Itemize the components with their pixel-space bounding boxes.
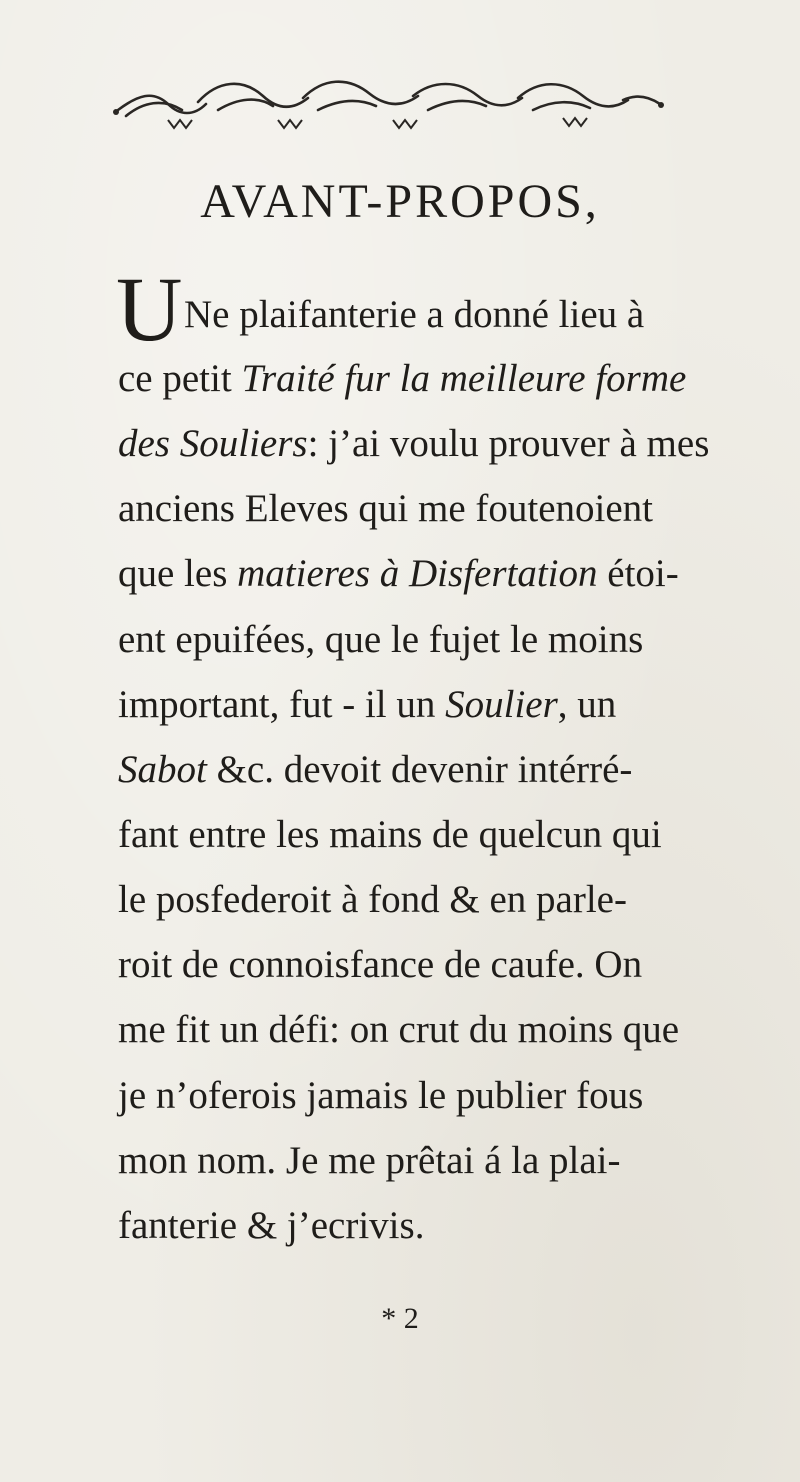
text-run: fanterie & j’ecrivis. — [118, 1204, 425, 1247]
text-line — [118, 740, 632, 800]
text-line — [118, 1066, 643, 1126]
text-run: ent epuifées, que le fujet le moins — [118, 618, 644, 661]
page-heading: AVANT-PROPOS, — [200, 175, 600, 228]
text-line — [118, 479, 653, 539]
text-run: Ne plaifanterie a donné lieu à — [184, 293, 645, 336]
text-line — [118, 349, 686, 409]
text-run: roit de connoisfance de caufe. On — [118, 943, 643, 986]
text-line — [118, 870, 627, 930]
italic-text: des Souliers — [118, 422, 308, 465]
italic-text: Traité fur la meilleure forme — [241, 357, 687, 400]
text-run: étoi- — [597, 552, 679, 595]
text-run: me fit un défi: on crut du moins que — [118, 1008, 680, 1051]
text-run: , un — [557, 683, 617, 726]
italic-text: matieres à Disfertation — [237, 552, 598, 595]
text-line — [184, 285, 644, 345]
text-line — [118, 675, 616, 735]
text-line — [118, 1000, 679, 1060]
decorative-header-ornament — [108, 70, 668, 140]
text-run: &c. devoit devenir intérré- — [206, 748, 633, 791]
italic-text: Sabot — [118, 748, 207, 791]
text-line — [118, 805, 662, 865]
text-line — [118, 1196, 424, 1256]
text-run: fant entre les mains de quelcun qui — [118, 813, 662, 856]
italic-text: Soulier — [445, 683, 558, 726]
signature-mark: * 2 — [381, 1302, 419, 1335]
text-run: : j’ai voulu prouver à mes — [307, 422, 710, 465]
text-line — [118, 610, 643, 670]
drop-cap: U — [116, 258, 183, 360]
text-run: important, fut - il un — [118, 683, 446, 726]
text-line — [118, 414, 709, 474]
text-run: ce petit — [118, 357, 242, 400]
text-run: que les — [118, 552, 238, 595]
text-run: mon nom. Je me prêtai á la plai- — [118, 1139, 621, 1182]
text-run: anciens Eleves qui me foutenoient — [118, 487, 653, 530]
text-line — [118, 935, 642, 995]
text-line — [118, 544, 679, 604]
text-run: le posfederoit à fond & en parle- — [118, 878, 627, 921]
text-line — [118, 1131, 621, 1191]
text-run: je n’oferois jamais le publier fous — [118, 1074, 644, 1117]
